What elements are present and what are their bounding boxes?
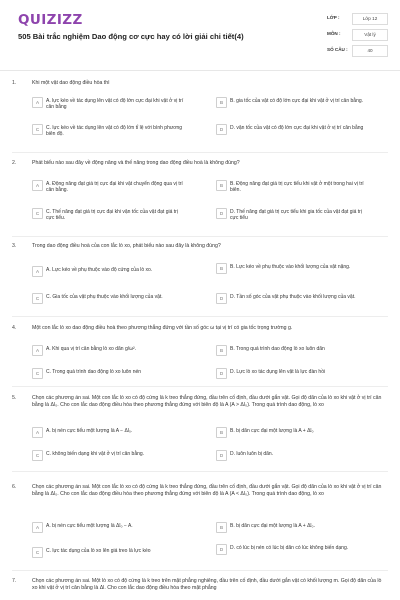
option-letter-box[interactable]: D xyxy=(216,208,227,219)
option-letter-box[interactable]: B xyxy=(216,97,227,108)
meta-label: MÔN : xyxy=(327,31,341,36)
question-divider xyxy=(12,570,388,571)
option-letter-box[interactable]: B xyxy=(216,522,227,533)
option-letter-box[interactable]: A xyxy=(32,97,43,108)
meta-row-count xyxy=(327,45,387,61)
question-number: 4. xyxy=(12,325,17,331)
question-text: Trong dao động điều hoà của con lắc lò xo, phát biểu nào sau đây là không đúng? xyxy=(32,243,221,249)
question-divider xyxy=(12,471,388,472)
option-letter-box[interactable]: B xyxy=(216,263,227,274)
question-text: Một con lắc lò xo dao động điều hoà theo phương thẳng đứng với tần số góc ω tại vị trí có gia tốc trọng trường g. xyxy=(32,325,293,331)
question-divider xyxy=(12,236,388,237)
question-text: Khi một vật dao động điều hòa thì xyxy=(32,80,110,86)
subject-field: Vật lý xyxy=(352,29,388,41)
question-number: 2. xyxy=(12,160,17,166)
option-letter-box[interactable]: A xyxy=(32,266,43,277)
meta-row-class xyxy=(327,13,387,29)
option-text: A. Lực kéo về phụ thuộc vào độ cứng của lò xo. xyxy=(46,266,153,273)
option-letter-box[interactable]: A xyxy=(32,427,43,438)
option-letter-box[interactable]: D xyxy=(216,293,227,304)
option-text: B. Trong quá trình dao động lò xo luôn dãn xyxy=(230,345,325,352)
page-title: 505 Bài trắc nghiệm Dao động cơ cực hay có lời giải chi tiết(4) xyxy=(18,32,244,41)
option-text: A. lực kéo về tác dụng lên vật có độ lớn cực đại khi vật ở vị trí cân bằng xyxy=(46,97,184,110)
option-letter-box[interactable]: C xyxy=(32,124,43,135)
option-letter-box[interactable]: C xyxy=(32,368,43,379)
option-text: C. lực tác dụng của lò xo lên giá treo là lực kéo xyxy=(46,547,151,554)
question-text: Chọn các phương án sai. Một con lắc lò xo có độ cứng là k treo thẳng đứng, đầu trên cố định, đầu dưới gắn vật. Gọi độ dãn của lò xo khi vật ở vị trí cân bằng là Δl₀. Cho con lắc dao động điều hòa theo phương thẳng đứng với biên độ là A (A > Δl₀). Trong quá trình dao động, lò xo xyxy=(32,395,382,408)
question-divider xyxy=(12,386,388,387)
quizizz-logo: QUIZIZZ xyxy=(18,12,83,28)
question-text: Chọn các phương án sai. Một lò xo có độ cứng là k treo trên mặt phẳng nghiêng, đầu trên cố định, đầu dưới gắn vật có khối lượng m. Gọi độ dãn của lò xo khi vật ở vị trí cân bằng là Δl. Cho con lắc dao động điều hòa theo mặt phẳng xyxy=(32,578,382,591)
option-letter-box[interactable]: C xyxy=(32,450,43,461)
option-letter-box[interactable]: D xyxy=(216,124,227,135)
question-divider xyxy=(12,152,388,153)
question-text: Chọn các phương án sai. Một con lắc lò xo có độ cứng là k treo thẳng đứng, đầu trên cố định, đầu dưới gắn vật. Gọi độ dãn của lò xo khi vật ở vị trí cân bằng là Δl₀. Cho con lắc dao động điều hòa theo phương thẳng đứng với biên độ là A (A < Δl₀). Trong quá trình dao động, lò xo xyxy=(32,484,382,497)
option-letter-box[interactable]: C xyxy=(32,208,43,219)
meta-label: LỚP : xyxy=(327,15,340,20)
option-letter-box[interactable]: D xyxy=(216,450,227,461)
option-text: D. Tần số góc của vật phụ thuộc vào khối lượng của vật. xyxy=(230,293,356,300)
option-letter-box[interactable]: C xyxy=(32,293,43,304)
option-text: B. gia tốc của vật có độ lớn cực đại khi vật ở vị trí cân bằng. xyxy=(230,97,364,104)
option-text: C. không biến dạng khi vật ở vị trí cân bằng. xyxy=(46,450,145,457)
question-number: 6. xyxy=(12,484,17,490)
question-number: 1. xyxy=(12,80,17,86)
meta-row-subject xyxy=(327,29,387,45)
option-text: B. Động năng đạt giá trị cực tiểu khi vật ở một trong hai vị trí biên. xyxy=(230,180,364,193)
option-text: A. Động năng đạt giá trị cực đại khi vật chuyển động qua vị trí cân bằng. xyxy=(46,180,183,193)
option-text: D. vận tốc của vật có độ lớn cực đại khi vật ở vị trí cân bằng xyxy=(230,124,364,131)
meta-label: SỐ CÂU : xyxy=(327,47,348,52)
option-letter-box[interactable]: A xyxy=(32,345,43,356)
option-text: D. có lúc bị nén có lúc bị dãn có lúc không biến dạng. xyxy=(230,544,349,551)
header xyxy=(0,0,400,72)
option-text: C. Gia tốc của vật phụ thuộc vào khối lượng của vật. xyxy=(46,293,163,300)
option-letter-box[interactable]: A xyxy=(32,180,43,191)
option-letter-box[interactable]: A xyxy=(32,522,43,533)
option-text: D. Lực lò xo tác dụng lên vật là lực đàn hồi xyxy=(230,368,326,375)
meta-panel xyxy=(327,13,387,61)
option-letter-box[interactable]: C xyxy=(32,547,43,558)
question-divider xyxy=(12,316,388,317)
header-divider xyxy=(0,70,400,71)
option-letter-box[interactable]: B xyxy=(216,345,227,356)
option-text: B. bị dãn cực đại một lượng là A + Δl₀. xyxy=(230,522,316,529)
option-text: A. Khi qua vị trí cân bằng lò xo dãn g/ω². xyxy=(46,345,137,352)
option-text: C. Thế năng đạt giá trị cực đại khi vận tốc của vật đạt giá trị cực tiểu. xyxy=(46,208,178,221)
question-number: 5. xyxy=(12,395,17,401)
option-text: A. bị nén cực tiểu một lượng là A − Δl₀. xyxy=(46,427,133,434)
option-text: D. luôn luôn bị dãn. xyxy=(230,450,274,457)
option-letter-box[interactable]: D xyxy=(216,544,227,555)
option-text: B. bị dãn cực đại một lượng là A + Δl₀ xyxy=(230,427,314,434)
option-text: A. bị nén cực tiểu một lượng là Δl₀ − A. xyxy=(46,522,133,529)
option-letter-box[interactable]: B xyxy=(216,180,227,191)
option-letter-box[interactable]: B xyxy=(216,427,227,438)
question-number: 7. xyxy=(12,578,17,584)
option-text: C. Trong quá trình dao động lò xo luôn nén xyxy=(46,368,142,375)
option-text: D. Thế năng đạt giá trị cực tiểu khi gia tốc của vật đạt giá trị cực tiểu xyxy=(230,208,362,221)
option-letter-box[interactable]: D xyxy=(216,368,227,379)
question-number: 3. xyxy=(12,243,17,249)
option-text: B. Lực kéo về phụ thuộc vào khối lượng của vật nặng. xyxy=(230,263,351,270)
question-count-field: 40 xyxy=(352,45,388,57)
class-field: Lớp 12 xyxy=(352,13,388,25)
option-text: C. lực kéo về tác dụng lên vật có độ lớn tỉ lệ với bình phương biên độ. xyxy=(46,124,183,137)
question-text: Phát biểu nào sau đây về động năng và thế năng trong dao động điều hoà là không đúng? xyxy=(32,160,240,166)
